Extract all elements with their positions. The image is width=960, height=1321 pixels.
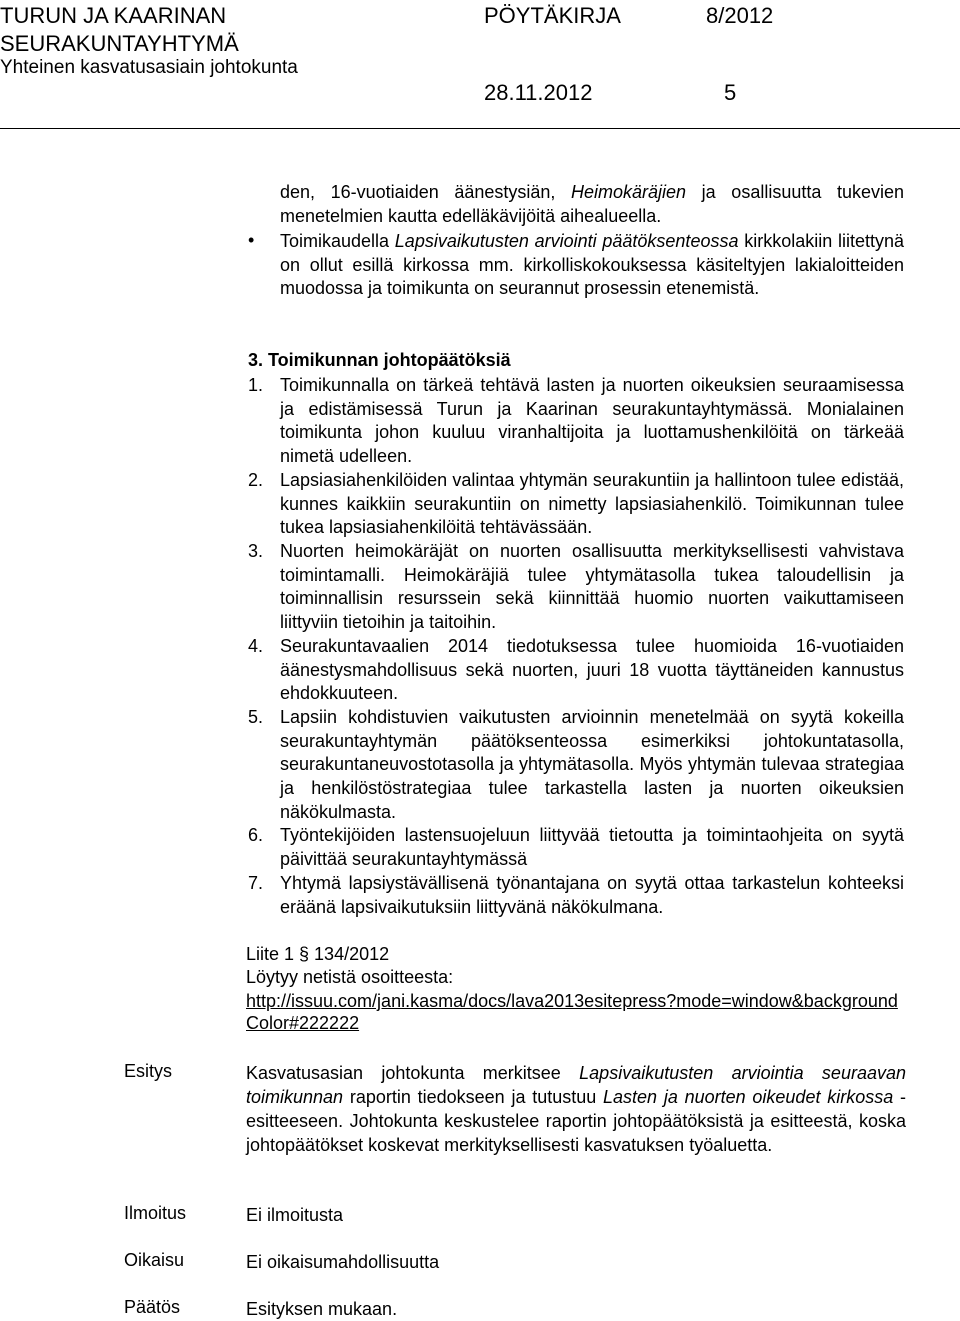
list-item-text: Yhtymä lapsiystävällisenä työnantajana on syytä ottaa tarkastelun kohteeksi eräänä lapsivaikutuksiin liittyvänä näkökulmana. xyxy=(280,873,904,917)
list-item xyxy=(248,635,904,706)
intro-bullet: Toimikaudella Lapsivaikutusten arviointi päätöksenteossa kirkkolakiin liitettynä on ollut esillä kirkossa mm. kirkolliskokouksessa käsiteltyjen lakialoitteiden muodossa ja toimikunta on seurannut prosessin etenemistä. xyxy=(280,231,905,299)
paatos-value: Esityksen mukaan. xyxy=(246,1299,398,1319)
attachment-line: Liite 1 § 134/2012 xyxy=(246,944,390,964)
list-item-number: 4. xyxy=(248,636,264,656)
oikaisu-value: Ei oikaisumahdollisuutta xyxy=(246,1252,440,1272)
list-item-number: 6. xyxy=(248,825,264,845)
esitys-italic-report: Lapsivaikutusten arviointia seuraavan toimikunnan xyxy=(246,1063,906,1107)
list-item-text: Nuorten heimokäräjät on nuorten osallisuutta merkityksellisesti vahvistava toimintamalli. Heimokäräjiä tulee yhtymätasolla tukea taloudellisin ja toiminnallisin resurssein sekä kiinnittää huomio nuorten vaikuttamiseen liittyviin tietoihin ja taitoihin. xyxy=(280,541,904,633)
list-item-number: 7. xyxy=(248,873,264,893)
list-item xyxy=(248,540,904,635)
ilmoitus-label: Ilmoitus xyxy=(124,1203,187,1223)
intro-continuation: den, 16-vuotiaiden äänestysiän, Heimokäräjien ja osallisuutta tukevien menetelmien kautta edelläkävijöitä aihealueella. xyxy=(280,182,905,226)
attachment-link[interactable]: http://issuu.com/jani.kasma/docs/lava2013esitepress?mode=window&backgroundColor#222222 xyxy=(246,991,898,1033)
list-item-text: Työntekijöiden lastensuojeluun liittyvää tietoutta ja toimintaohjeita on syytä päivittää seurakuntayhtymässä xyxy=(280,825,904,869)
list-item-text: Toimikunnalla on tärkeä tehtävä lasten ja nuorten oikeuksien seuraamisessa ja edistämisessä Turun ja Kaarinan seurakuntayhtymässä. Monialainen toimikunta johon kuuluu viranhaltijoita ja luottamushenkilöitä on tärkeää nimetä udelleen. xyxy=(280,375,904,467)
header-divider xyxy=(0,128,960,129)
list-item xyxy=(248,872,904,919)
org-name-line3: Yhteinen kasvatusasiain johtokunta xyxy=(0,57,298,78)
list-item xyxy=(248,824,904,871)
paatos-label: Päätös xyxy=(124,1297,181,1317)
attachment-link-wrap xyxy=(246,990,906,1034)
attachment-note: Löytyy netistä osoitteesta: xyxy=(246,967,454,987)
doc-number: 8/2012 xyxy=(706,3,774,28)
list-item-number: 5. xyxy=(248,707,264,727)
list-item-text: Lapsiasiahenkilöiden valintaa yhtymän seurakuntiin ja hallintoon tulee edistää, kunnes kaikkiin seurakuntiin on nimetty lapsiasiahenkilö. Toimikunnan tulee tukea lapsiasiahenkilöitä tehtävässään. xyxy=(280,470,904,538)
list-item xyxy=(248,469,904,540)
list-item-text: Seurakuntavaalien 2014 tiedotuksessa tulee huomioida 16-vuotiaiden äänestysmahdollisuus sekä nuorten, juuri 18 vuotta täyttäneiden kannustus ehdokkuuteen. xyxy=(280,636,904,704)
doc-date: 28.11.2012 xyxy=(484,80,593,105)
page-number: 5 xyxy=(724,80,737,105)
org-name-line2: SEURAKUNTAYHTYMÄ xyxy=(0,31,239,56)
bullet-dot: • xyxy=(248,230,255,250)
esitys-label: Esitys xyxy=(124,1061,173,1081)
list-item-number: 3. xyxy=(248,541,264,561)
bullet-italic-term: Lapsivaikutusten arviointi päätöksenteossa xyxy=(394,231,739,251)
list-item-number: 1. xyxy=(248,375,264,395)
esitys-text: Kasvatusasian johtokunta merkitsee Lapsivaikutusten arviointia seuraavan toimikunnan raportin tiedokseen ja tutustuu Lasten ja nuorten oikeudet kirkossa - esitteeseen. Johtokunta keskustelee raportin johtopäätöksistä ja esitteestä, koska johtopäätökset koskevat merkityksellisesti kasvatuksen työaluetta. xyxy=(246,1063,906,1155)
ilmoitus-value: Ei ilmoitusta xyxy=(246,1205,344,1225)
org-name-line1: TURUN JA KAARINAN xyxy=(0,3,227,28)
list-item xyxy=(248,374,904,469)
list-item-number: 2. xyxy=(248,470,264,490)
section-heading: 3. Toimikunnan johtopäätöksiä xyxy=(248,350,511,370)
doc-type: PÖYTÄKIRJA xyxy=(484,3,621,28)
oikaisu-label: Oikaisu xyxy=(124,1250,185,1270)
intro-italic-term: Heimokäräjien xyxy=(571,182,687,202)
list-item xyxy=(248,706,904,825)
list-item-text: Lapsiin kohdistuvien vaikutusten arvioinnin menetelmää on syytä kokeilla seurakuntayhtymän päätöksenteossa esimerkiksi johtokuntatasolla, seurakuntaneuvostotasolla ja yhtymätasolla. Myös yhtymän tulevaa strategiaa ja henkilöstöstrategiaa tulee tarkastella lasten ja nuorten oikeuksien näkökulmasta. xyxy=(280,707,904,822)
esitys-italic-brochure: Lasten ja nuorten oikeudet kirkossa xyxy=(603,1087,894,1107)
